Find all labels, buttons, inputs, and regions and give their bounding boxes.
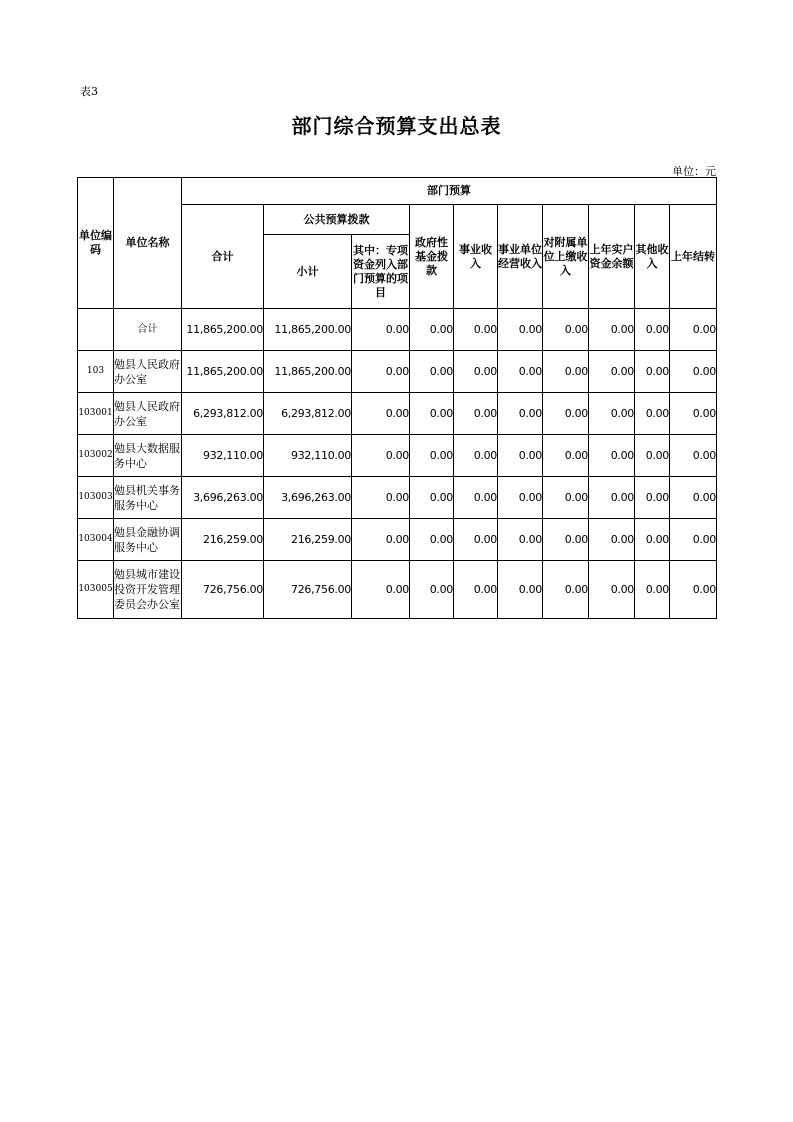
amount-cell: 0.00 [635, 477, 670, 519]
header-subtotal: 小计 [264, 235, 352, 309]
amount-cell: 0.00 [543, 309, 589, 351]
header-total: 合计 [182, 205, 264, 309]
amount-cell: 6,293,812.00 [264, 393, 352, 435]
header-dept-budget: 部门预算 [182, 178, 717, 205]
amount-cell: 0.00 [454, 435, 498, 477]
table-row [78, 351, 717, 393]
amount-cell: 0.00 [670, 435, 717, 477]
unit-name-cell: 勉县人民政府办公室 [114, 351, 182, 393]
table-number-label: 表3 [80, 85, 98, 98]
amount-cell: 11,865,200.00 [182, 351, 264, 393]
amount-cell: 0.00 [635, 393, 670, 435]
amount-cell: 0.00 [635, 519, 670, 561]
amount-cell: 6,293,812.00 [182, 393, 264, 435]
table-row [78, 519, 717, 561]
header-other-income: 其他收入 [635, 205, 670, 309]
amount-cell: 0.00 [589, 309, 635, 351]
header-business-income: 事业单位经营收入 [498, 205, 543, 309]
table-header [78, 178, 717, 309]
unit-label: 单位：元 [672, 165, 716, 178]
amount-cell: 0.00 [670, 561, 717, 619]
amount-cell: 0.00 [454, 519, 498, 561]
header-prior-balance: 上年实户资金余额 [589, 205, 635, 309]
amount-cell: 0.00 [670, 519, 717, 561]
amount-cell: 0.00 [635, 435, 670, 477]
amount-cell: 216,259.00 [182, 519, 264, 561]
amount-cell: 0.00 [589, 519, 635, 561]
amount-cell: 0.00 [410, 351, 454, 393]
unit-code-cell: 103005 [78, 561, 114, 619]
amount-cell: 0.00 [352, 351, 410, 393]
amount-cell: 0.00 [498, 351, 543, 393]
table-row [78, 435, 717, 477]
amount-cell: 0.00 [498, 519, 543, 561]
amount-cell: 11,865,200.00 [264, 309, 352, 351]
unit-name-cell: 勉县机关事务服务中心 [114, 477, 182, 519]
header-career-income: 事业收入 [454, 205, 498, 309]
amount-cell: 0.00 [352, 519, 410, 561]
unit-code-cell: 103 [78, 351, 114, 393]
amount-cell: 0.00 [410, 393, 454, 435]
header-unit-code: 单位编码 [78, 178, 114, 309]
amount-cell: 932,110.00 [182, 435, 264, 477]
amount-cell: 0.00 [410, 435, 454, 477]
amount-cell: 0.00 [635, 309, 670, 351]
header-subsidiary-income: 对附属单位上缴收入 [543, 205, 589, 309]
amount-cell: 0.00 [635, 351, 670, 393]
unit-name-cell: 勉县金融协调服务中心 [114, 519, 182, 561]
amount-cell: 0.00 [454, 561, 498, 619]
amount-cell: 0.00 [454, 351, 498, 393]
amount-cell: 11,865,200.00 [182, 309, 264, 351]
amount-cell: 0.00 [543, 393, 589, 435]
amount-cell: 0.00 [543, 519, 589, 561]
amount-cell: 726,756.00 [182, 561, 264, 619]
unit-code-cell [78, 309, 114, 351]
unit-name-cell: 勉县城市建设投资开发管理委员会办公室 [114, 561, 182, 619]
amount-cell: 0.00 [352, 561, 410, 619]
amount-cell: 0.00 [498, 435, 543, 477]
unit-code-cell: 103001 [78, 393, 114, 435]
amount-cell: 0.00 [498, 561, 543, 619]
amount-cell: 0.00 [589, 435, 635, 477]
amount-cell: 0.00 [543, 477, 589, 519]
amount-cell: 0.00 [498, 477, 543, 519]
amount-cell: 0.00 [410, 561, 454, 619]
amount-cell: 0.00 [498, 393, 543, 435]
budget-expenditure-table [77, 177, 717, 619]
amount-cell: 11,865,200.00 [264, 351, 352, 393]
amount-cell: 0.00 [589, 351, 635, 393]
amount-cell: 0.00 [410, 309, 454, 351]
unit-name-cell: 勉县大数据服务中心 [114, 435, 182, 477]
amount-cell: 216,259.00 [264, 519, 352, 561]
table-row [78, 561, 717, 619]
amount-cell: 0.00 [352, 309, 410, 351]
header-unit-name: 单位名称 [114, 178, 182, 309]
amount-cell: 0.00 [352, 435, 410, 477]
unit-code-cell: 103002 [78, 435, 114, 477]
amount-cell: 0.00 [589, 477, 635, 519]
amount-cell: 0.00 [589, 561, 635, 619]
unit-code-cell: 103004 [78, 519, 114, 561]
amount-cell: 0.00 [498, 309, 543, 351]
header-special-fund: 其中：专项资金列入部门预算的项目 [352, 235, 410, 309]
table-row [78, 393, 717, 435]
amount-cell: 0.00 [635, 561, 670, 619]
amount-cell: 0.00 [410, 477, 454, 519]
amount-cell: 0.00 [670, 309, 717, 351]
header-gov-fund: 政府性基金拨款 [410, 205, 454, 309]
amount-cell: 0.00 [543, 435, 589, 477]
amount-cell: 726,756.00 [264, 561, 352, 619]
header-public-budget: 公共预算拨款 [264, 205, 410, 235]
table-row [78, 477, 717, 519]
amount-cell: 0.00 [670, 393, 717, 435]
amount-cell: 0.00 [454, 309, 498, 351]
amount-cell: 0.00 [352, 393, 410, 435]
page-title: 部门综合预算支出总表 [291, 114, 502, 138]
table-row [78, 309, 717, 351]
amount-cell: 0.00 [670, 351, 717, 393]
amount-cell: 932,110.00 [264, 435, 352, 477]
amount-cell: 0.00 [589, 393, 635, 435]
table-body [78, 309, 717, 619]
amount-cell: 3,696,263.00 [264, 477, 352, 519]
amount-cell: 0.00 [352, 477, 410, 519]
unit-name-cell: 合计 [114, 309, 182, 351]
amount-cell: 0.00 [543, 351, 589, 393]
amount-cell: 0.00 [410, 519, 454, 561]
amount-cell: 0.00 [454, 393, 498, 435]
amount-cell: 3,696,263.00 [182, 477, 264, 519]
unit-name-cell: 勉县人民政府办公室 [114, 393, 182, 435]
header-carryover: 上年结转 [670, 205, 717, 309]
amount-cell: 0.00 [670, 477, 717, 519]
amount-cell: 0.00 [543, 561, 589, 619]
unit-code-cell: 103003 [78, 477, 114, 519]
amount-cell: 0.00 [454, 477, 498, 519]
